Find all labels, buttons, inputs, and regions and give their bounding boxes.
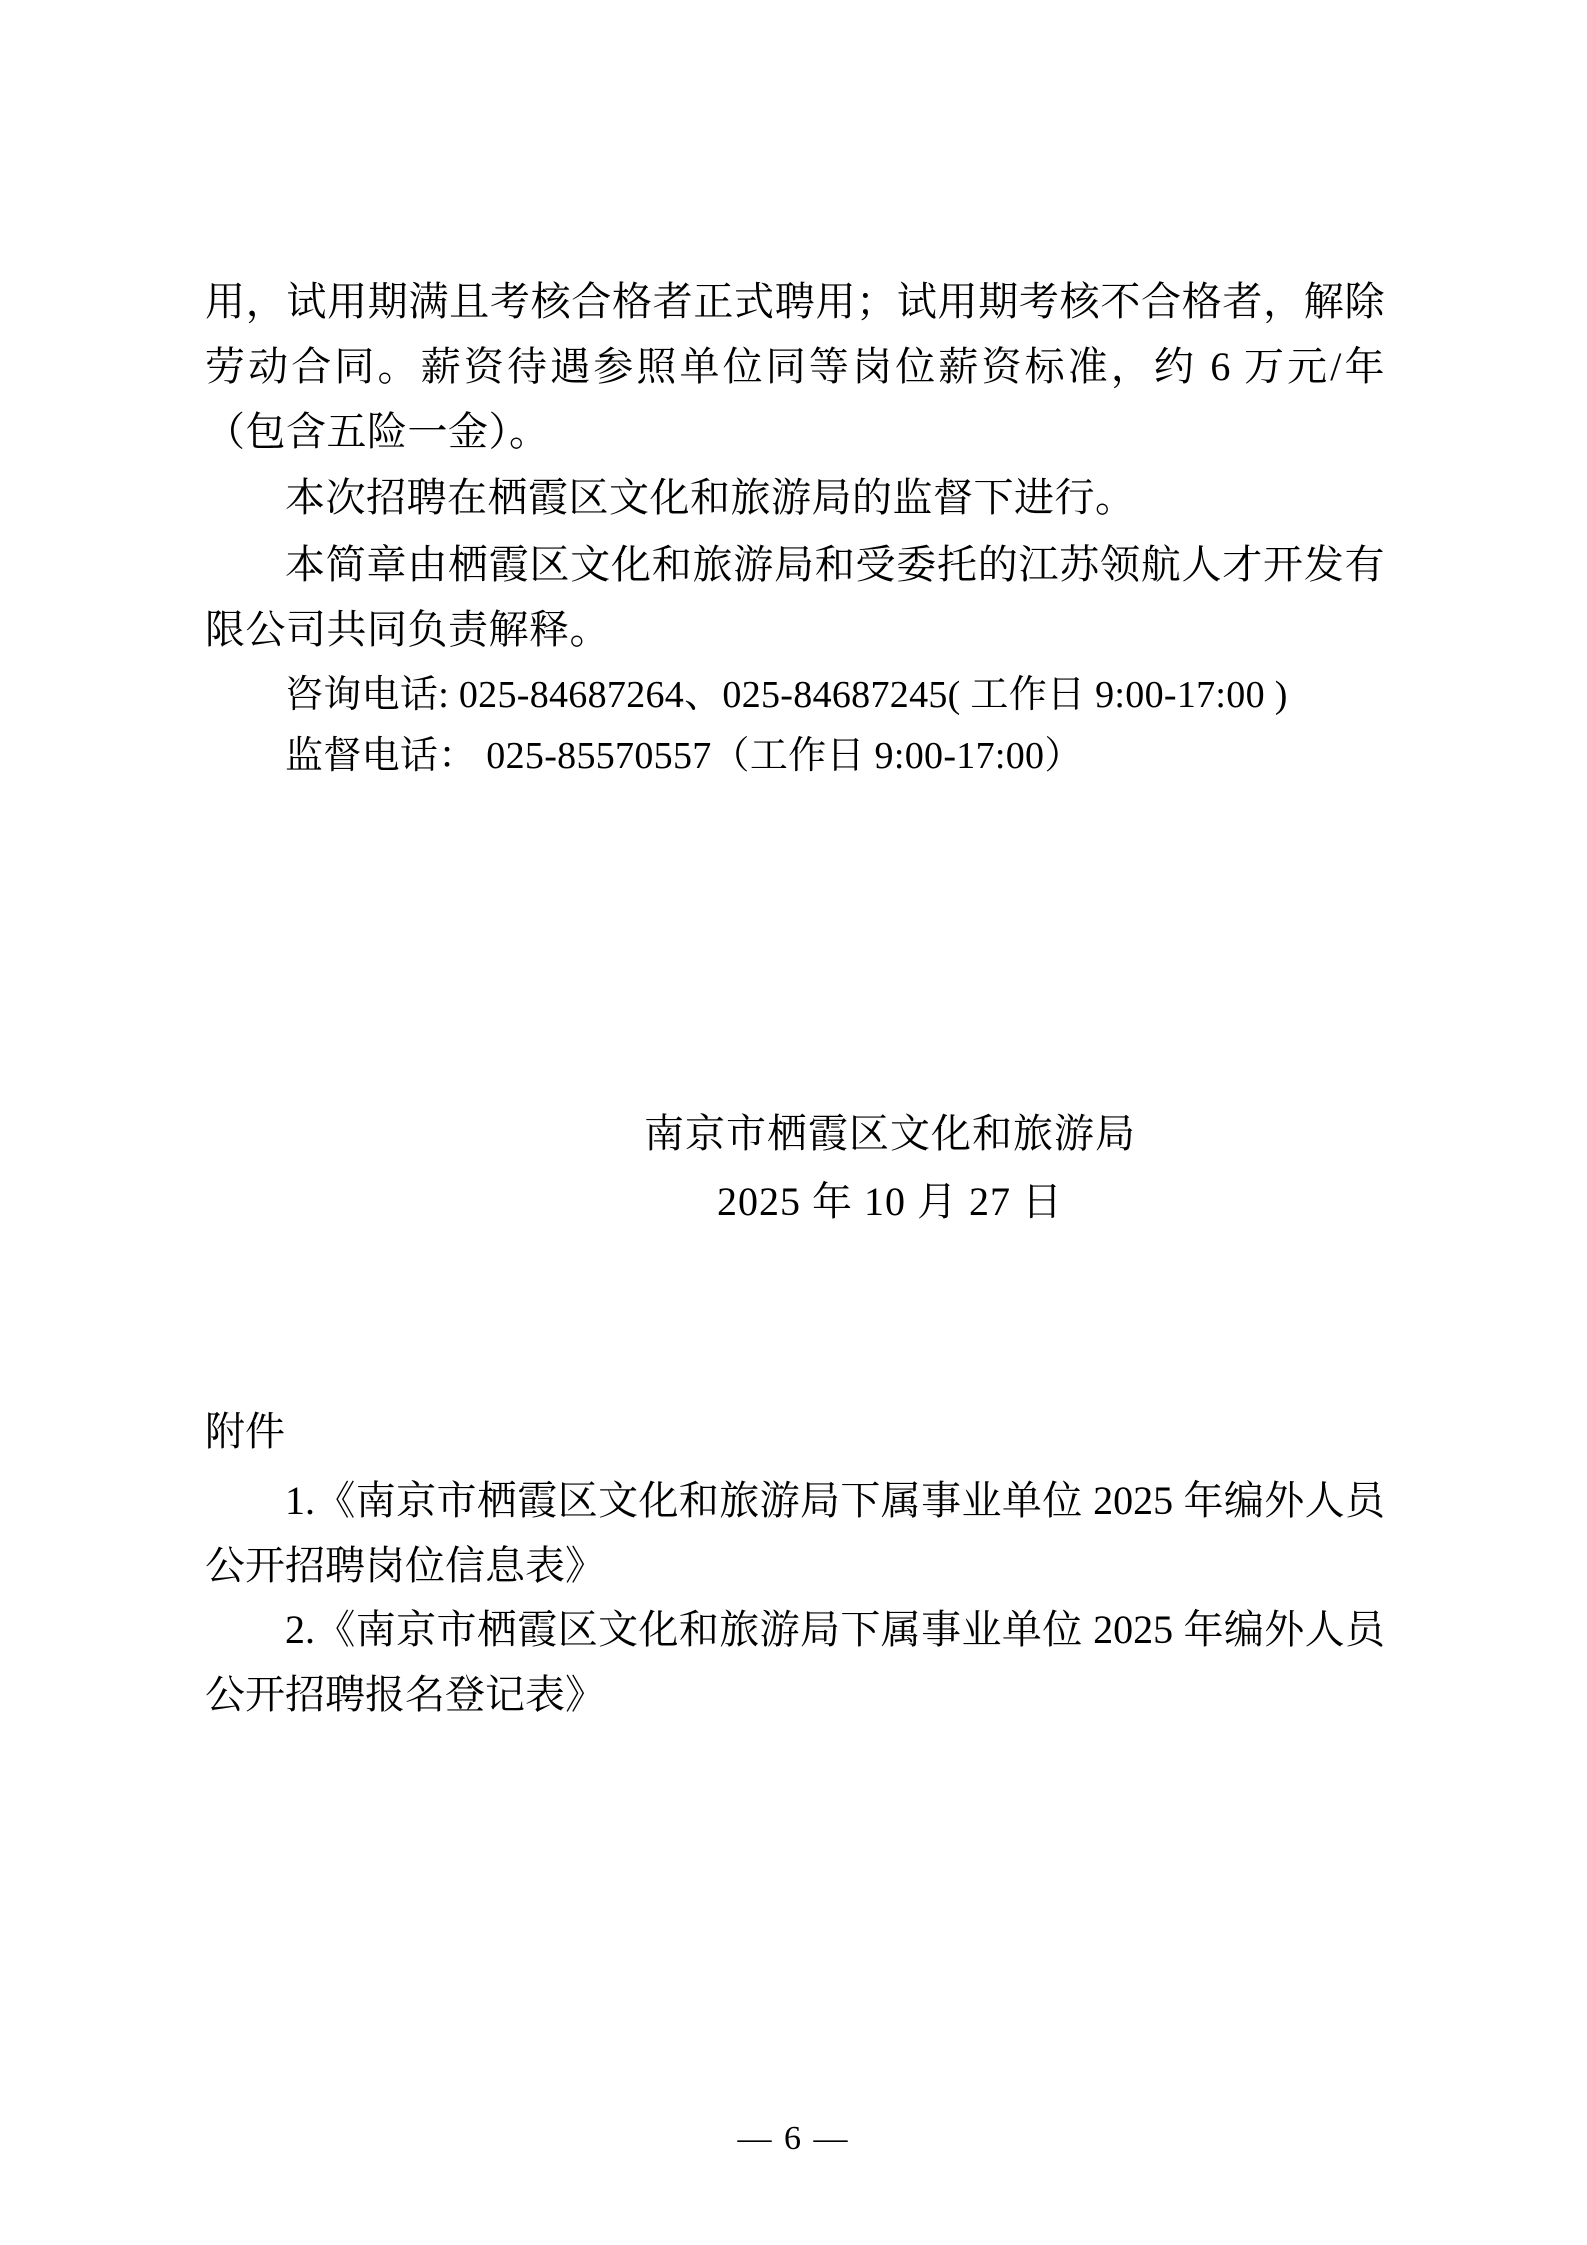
- paragraph-probation-salary: 用，试用期满且考核合格者正式聘用；试用期考核不合格者，解除劳动合同。薪资待遇参照单位同等岗位薪资标准，约 6 万元/年（包含五险一金）。: [205, 279, 1385, 454]
- attachments-title: 附件: [205, 1409, 285, 1454]
- page-number: — 6 —: [737, 2120, 850, 2157]
- signature-organization: 南京市栖霞区文化和旅游局: [644, 1111, 1136, 1156]
- signature-block: [205, 1100, 1385, 1236]
- paragraph-supervision: 本次招聘在栖霞区文化和旅游局的监督下进行。: [285, 475, 1136, 521]
- attachment-item: 1.《南京市栖霞区文化和旅游局下属事业单位 2025 年编外人员公开招聘岗位信息表》: [205, 1477, 1385, 1588]
- attachment-item: 2.《南京市栖霞区文化和旅游局下属事业单位 2025 年编外人员公开招聘报名登记表》: [205, 1607, 1385, 1718]
- consultation-phone-line: 咨询电话: 025-84687264、025-84687245( 工作日 9:00-17:00 ): [285, 673, 1288, 716]
- document-body: [205, 270, 1385, 786]
- signature-date: 2025 年 10 月 27 日: [717, 1179, 1063, 1224]
- attachments-block: [205, 1400, 1385, 1728]
- paragraph-interpretation: 本简章由栖霞区文化和旅游局和受委托的江苏领航人才开发有限公司共同负责解释。: [205, 542, 1385, 652]
- supervision-phone-line: 监督电话： 025-85570557（工作日 9:00-17:00）: [285, 734, 1083, 777]
